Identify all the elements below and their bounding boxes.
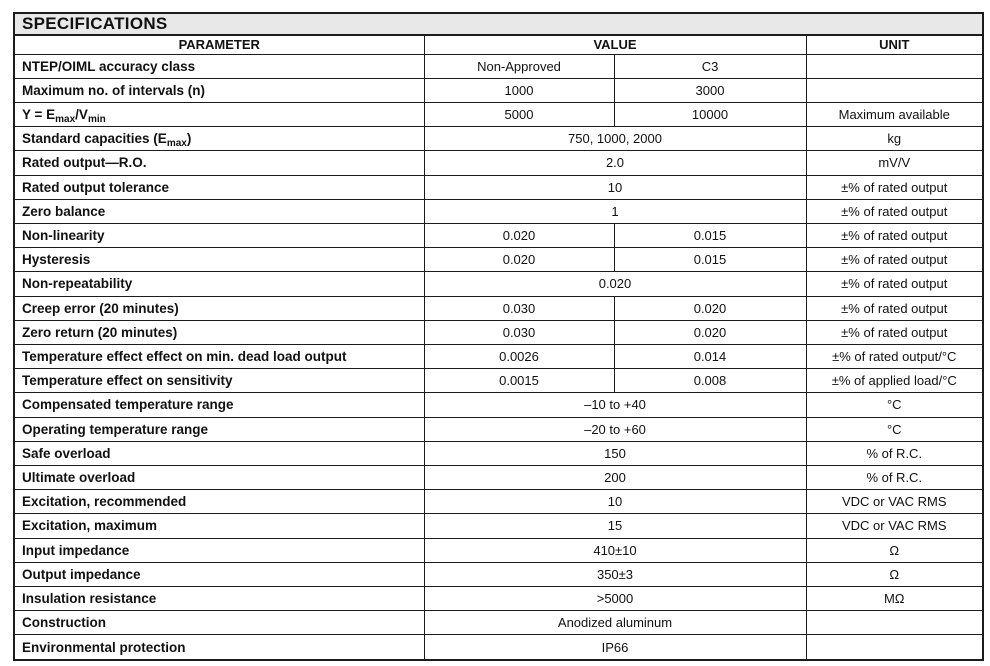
- specifications-table: [13, 12, 984, 661]
- value-cell: 0.008: [614, 369, 806, 393]
- value-cell: 0.0026: [424, 344, 614, 368]
- unit-cell: Ω: [806, 538, 983, 562]
- value-cell: 0.0015: [424, 369, 614, 393]
- value-cell: 0.020: [614, 296, 806, 320]
- column-header-row: [14, 35, 983, 54]
- value-cell: Anodized aluminum: [424, 611, 806, 635]
- parameter-cell: Environmental protection: [14, 635, 424, 660]
- parameter-cell: Hysteresis: [14, 248, 424, 272]
- column-header-parameter: PARAMETER: [14, 35, 424, 54]
- value-cell: 2.0: [424, 151, 806, 175]
- unit-cell: ±% of rated output: [806, 175, 983, 199]
- table-row: [14, 296, 983, 320]
- table-row: [14, 199, 983, 223]
- unit-cell: % of R.C.: [806, 465, 983, 489]
- table-row: [14, 611, 983, 635]
- unit-cell: Maximum available: [806, 102, 983, 126]
- unit-cell: kg: [806, 127, 983, 151]
- parameter-cell: Rated output—R.O.: [14, 151, 424, 175]
- unit-cell: [806, 54, 983, 78]
- value-cell: 1000: [424, 78, 614, 102]
- table-row: [14, 78, 983, 102]
- parameter-cell: Construction: [14, 611, 424, 635]
- unit-cell: mV/V: [806, 151, 983, 175]
- table-row: [14, 441, 983, 465]
- parameter-cell: Safe overload: [14, 441, 424, 465]
- value-cell: 200: [424, 465, 806, 489]
- parameter-cell: Temperature effect on sensitivity: [14, 369, 424, 393]
- value-cell: 15: [424, 514, 806, 538]
- table-row: [14, 369, 983, 393]
- parameter-cell: Input impedance: [14, 538, 424, 562]
- column-header-value: VALUE: [424, 35, 806, 54]
- table-row: [14, 223, 983, 247]
- unit-cell: ±% of applied load/°C: [806, 369, 983, 393]
- parameter-cell: NTEP/OIML accuracy class: [14, 54, 424, 78]
- parameter-cell: Zero return (20 minutes): [14, 320, 424, 344]
- value-cell: 0.020: [614, 320, 806, 344]
- table-row: [14, 635, 983, 660]
- parameter-cell: Non-repeatability: [14, 272, 424, 296]
- value-cell: 150: [424, 441, 806, 465]
- parameter-cell: $Y = E_{max}/V_{min}$: [14, 102, 424, 126]
- title-row: [14, 13, 983, 35]
- value-cell: –10 to +40: [424, 393, 806, 417]
- unit-cell: °C: [806, 393, 983, 417]
- table-body: [14, 54, 983, 660]
- table-row: [14, 562, 983, 586]
- value-cell: –20 to +60: [424, 417, 806, 441]
- table-row: [14, 344, 983, 368]
- parameter-cell: Output impedance: [14, 562, 424, 586]
- table-row: [14, 151, 983, 175]
- value-cell: 0.020: [424, 248, 614, 272]
- value-cell: 410±10: [424, 538, 806, 562]
- table-row: [14, 490, 983, 514]
- table-row: [14, 54, 983, 78]
- value-cell: 0.020: [424, 272, 806, 296]
- parameter-cell: Compensated temperature range: [14, 393, 424, 417]
- parameter-cell: Rated output tolerance: [14, 175, 424, 199]
- value-cell: Non-Approved: [424, 54, 614, 78]
- table-row: [14, 175, 983, 199]
- parameter-cell: Maximum no. of intervals (n): [14, 78, 424, 102]
- parameter-cell: Temperature effect effect on min. dead load output: [14, 344, 424, 368]
- unit-cell: ±% of rated output: [806, 248, 983, 272]
- parameter-cell: Operating temperature range: [14, 417, 424, 441]
- unit-cell: °C: [806, 417, 983, 441]
- parameter-cell: Standard capacities $(E_{max})$: [14, 127, 424, 151]
- value-cell: 0.030: [424, 296, 614, 320]
- parameter-cell: Ultimate overload: [14, 465, 424, 489]
- value-cell: 1: [424, 199, 806, 223]
- value-cell: 0.014: [614, 344, 806, 368]
- table-row: [14, 320, 983, 344]
- value-cell: >5000: [424, 586, 806, 610]
- table-row: [14, 272, 983, 296]
- table-row: [14, 102, 983, 126]
- parameter-cell: Insulation resistance: [14, 586, 424, 610]
- value-cell: 350±3: [424, 562, 806, 586]
- table-row: [14, 465, 983, 489]
- column-header-unit: UNIT: [806, 35, 983, 54]
- value-cell: 3000: [614, 78, 806, 102]
- table-row: [14, 393, 983, 417]
- value-cell: 0.030: [424, 320, 614, 344]
- table-row: [14, 127, 983, 151]
- value-cell: 10: [424, 175, 806, 199]
- unit-cell: VDC or VAC RMS: [806, 490, 983, 514]
- table-row: [14, 417, 983, 441]
- parameter-cell: Excitation, maximum: [14, 514, 424, 538]
- unit-cell: [806, 635, 983, 660]
- value-cell: 0.020: [424, 223, 614, 247]
- value-cell: 5000: [424, 102, 614, 126]
- unit-cell: ±% of rated output: [806, 272, 983, 296]
- unit-cell: [806, 611, 983, 635]
- unit-cell: [806, 78, 983, 102]
- unit-cell: Ω: [806, 562, 983, 586]
- value-cell: 10000: [614, 102, 806, 126]
- value-cell: IP66: [424, 635, 806, 660]
- unit-cell: VDC or VAC RMS: [806, 514, 983, 538]
- value-cell: 750, 1000, 2000: [424, 127, 806, 151]
- table-row: [14, 248, 983, 272]
- unit-cell: ±% of rated output/°C: [806, 344, 983, 368]
- unit-cell: MΩ: [806, 586, 983, 610]
- unit-cell: ±% of rated output: [806, 320, 983, 344]
- unit-cell: ±% of rated output: [806, 199, 983, 223]
- table-row: [14, 586, 983, 610]
- table-title: SPECIFICATIONS: [14, 13, 983, 35]
- unit-cell: ±% of rated output: [806, 296, 983, 320]
- unit-cell: ±% of rated output: [806, 223, 983, 247]
- value-cell: 10: [424, 490, 806, 514]
- value-cell: 0.015: [614, 223, 806, 247]
- table-row: [14, 538, 983, 562]
- table-row: [14, 514, 983, 538]
- table-head: [14, 13, 983, 54]
- value-cell: C3: [614, 54, 806, 78]
- value-cell: 0.015: [614, 248, 806, 272]
- parameter-cell: Zero balance: [14, 199, 424, 223]
- unit-cell: % of R.C.: [806, 441, 983, 465]
- parameter-cell: Creep error (20 minutes): [14, 296, 424, 320]
- parameter-cell: Non-linearity: [14, 223, 424, 247]
- parameter-cell: Excitation, recommended: [14, 490, 424, 514]
